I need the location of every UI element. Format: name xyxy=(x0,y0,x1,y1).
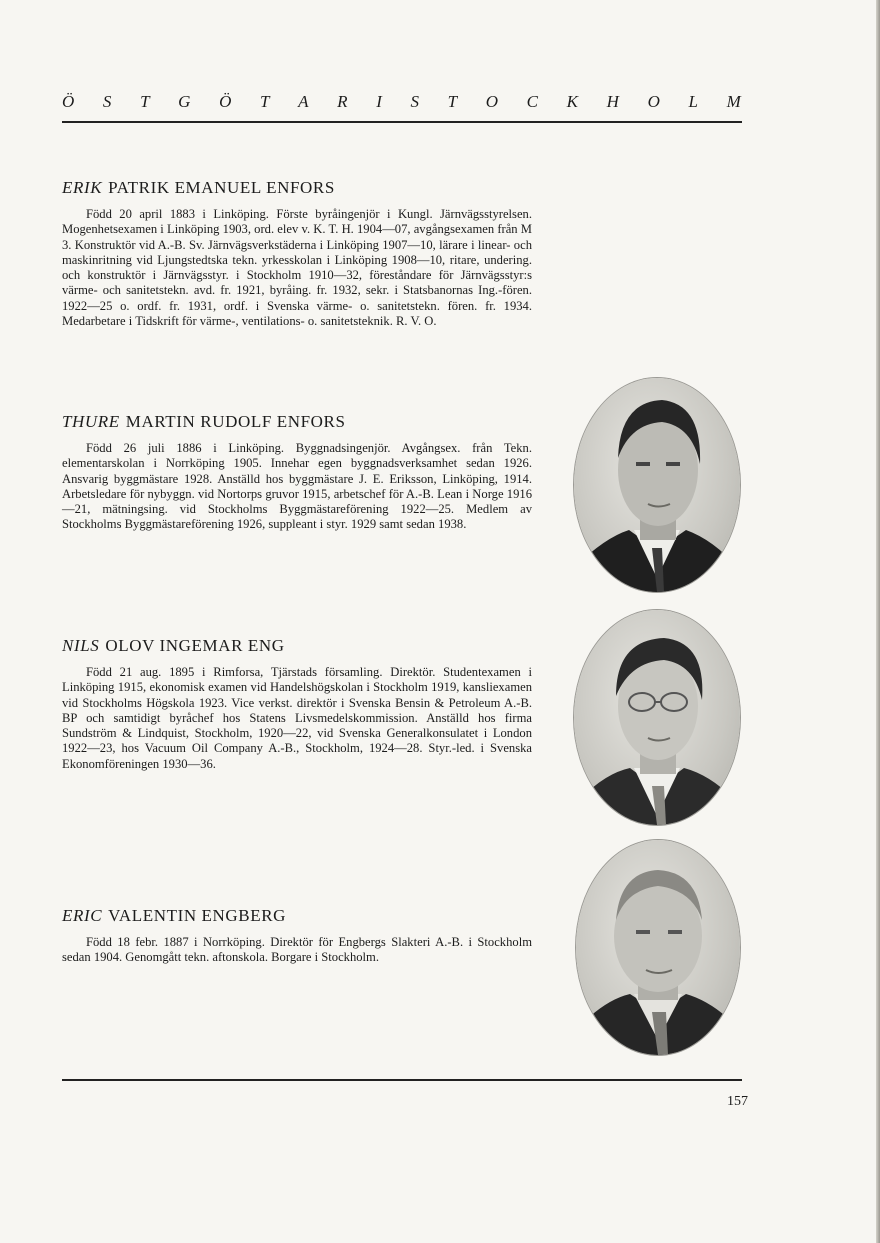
entry-given-name: ERIK xyxy=(62,178,103,197)
entry-biography: Född 21 aug. 1895 i Rimforsa, Tjärstads församling. Direktör. Studentexamen i Linköping 1915, ekonomisk examen vid Handelshögskolan i Stockholm 1919, kansliexamen vid Stockholms Högskola 1923. Vice verkst. direktör i Svenska Bensin & Petroleum A.-B. BP och samtidigt byråchef hos Statens Livsmedelskommission. Anställd hos firma Sundström & Lindquist, Stockholm, 1920—22, vid Svenska Generalkonsulatet i London 1922—23, hos Vacuum Oil Company A.-B., Stockholm, 1924—28. Styr.-led. i Svenska Ekonomföreningen 1930—36. xyxy=(62,665,532,771)
biography-entry xyxy=(62,178,532,329)
entry-given-name: THURE xyxy=(62,412,120,431)
running-head-letter: T xyxy=(140,92,151,111)
biography-entry xyxy=(62,636,532,772)
portrait-photo xyxy=(574,610,740,825)
entry-other-names: PATRIK EMANUEL ENFORS xyxy=(108,178,335,197)
entry-biography: Född 26 juli 1886 i Linköping. Byggnadsingenjör. Avgångsex. från Tekn. elementarskolan i Norrköping 1905. Innehar egen byggnadsverksamhet sedan 1926. Ansvarig byggmästare 1928. Anställd hos byggmästare J. E. Eriksson, Linköping, 1914. Arbetsledare för nybyggn. vid Nortorps gruvor 1915, arbetschef för A.-B. Lean i Norge 1916—21, mätningsing. vid Stockholms Byggmästareförening 1922—25. Medlem av Stockholms Byggmästareförening 1926, suppleant i styr. 1929 samt sedan 1938. xyxy=(62,441,532,532)
biography-entry xyxy=(62,906,532,966)
running-head-letter: R xyxy=(337,92,349,111)
running-head-letter: I xyxy=(376,92,383,111)
running-head-letter: S xyxy=(102,92,113,111)
running-head-letter: Ö xyxy=(62,92,76,111)
entry-given-name: ERIC xyxy=(62,906,103,925)
entry-name xyxy=(62,906,532,926)
running-head-letter: G xyxy=(178,92,192,111)
entry-name xyxy=(62,636,532,656)
running-head-letter: O xyxy=(647,92,661,111)
entry-other-names: MARTIN RUDOLF ENFORS xyxy=(125,412,346,431)
running-head-letter: K xyxy=(566,92,579,111)
running-head-letter: T xyxy=(260,92,271,111)
portrait-figure xyxy=(574,610,740,825)
running-head-letter: O xyxy=(485,92,500,111)
entry-other-names: VALENTIN ENGBERG xyxy=(108,906,287,925)
entry-biography: Född 20 april 1883 i Linköping. Förste byråingenjör i Kungl. Järnvägsstyrelsen. Mogenhetsexamen i Linköping 1903, ord. elev v. K. T. H. 1904—07, avgångsexamen från M 3. Konstruktör vid A.-B. Sv. Järnvägsverkstäderna i Linköping 1907—10, lärare i linear- och maskinritning vid Ljungstedtska tekn. yrkesskolan i Linköping 1908—10, ritare, undering. och konstruktör i Järnvägsstyr. i Stockholm 1910—32, föreståndare för Järnvägsstyr:s värme- och sanitetstekn. avd. fr. 1921, byråing. fr. 1932, sekr. i Statsbanornas Ing.-fören. 1922—25 o. ordf. fr. 1931, ordf. i Svenska värme- o. sanitetstekn. fören. fr. 1934. Medarbetare i Tidskrift för värme-, ventilations- o. sanitetsteknik. R. V. O. xyxy=(62,207,532,329)
entry-biography: Född 18 febr. 1887 i Norrköping. Direktör för Engbergs Slakteri A.-B. i Stockholm sedan 1904. Genomgått tekn. aftonskola. Borgare i Stockholm. xyxy=(62,935,532,965)
biography-entry xyxy=(62,412,532,533)
running-head-letter: T xyxy=(447,92,459,111)
header-rule xyxy=(62,121,742,123)
footer-rule xyxy=(62,1079,742,1081)
entry-name xyxy=(62,412,532,432)
running-head-letter: Ö xyxy=(219,92,233,111)
running-head-letter: L xyxy=(688,92,699,111)
portrait-figure xyxy=(574,378,740,592)
portrait-photo xyxy=(574,378,740,592)
entry-name xyxy=(62,178,532,198)
running-head-letter: S xyxy=(410,92,420,111)
page-number: 157 xyxy=(727,1094,748,1109)
entry-given-name: NILS xyxy=(62,636,100,655)
page-edge xyxy=(876,0,880,1243)
running-head-letter: M xyxy=(726,92,742,111)
entry-other-names: OLOV INGEMAR ENG xyxy=(105,636,285,655)
running-head-letter: C xyxy=(526,92,540,111)
portrait-figure xyxy=(576,840,740,1055)
portrait-photo xyxy=(576,840,740,1055)
running-head-letter: A xyxy=(298,92,310,111)
running-head xyxy=(62,92,742,112)
running-head-letter: H xyxy=(606,92,620,111)
